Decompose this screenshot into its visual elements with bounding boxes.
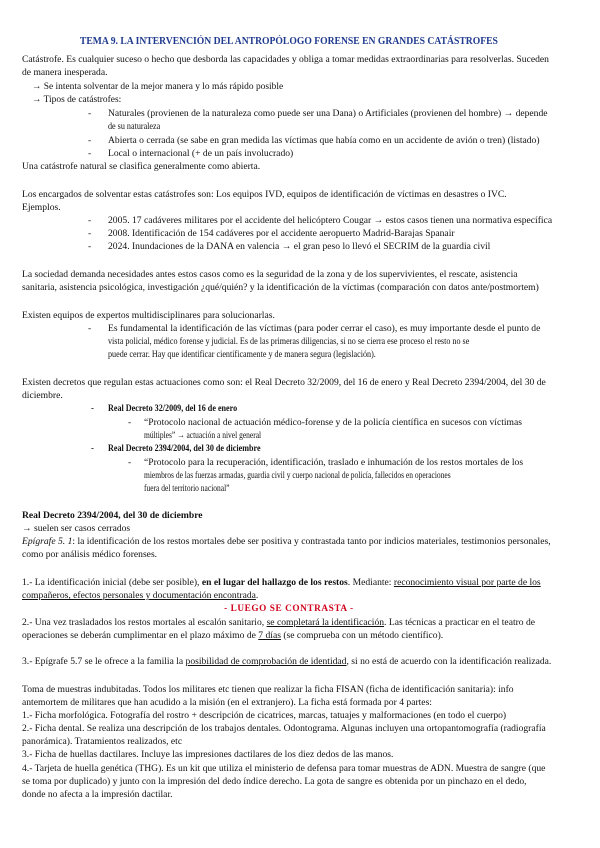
fisan-part-2-cont: panorámica). Tratamientos realizados, etc	[22, 736, 183, 747]
catastrophe-definition-cont: de manera inesperada.	[22, 67, 108, 78]
fisan-part-4-cont: se toma por duplicado) y junto con la impresión del dedo índice derecho. La gota de sangre es obtenida por un pinchazo en el dedo,	[22, 776, 527, 787]
paragraph: Existen decretos que regulan estas actuaciones como son: el Real Decreto 32/2009, del 16 de enero y Real Decreto 2394/2004, del 30 de	[22, 377, 546, 388]
list-item-cont: vista policial, médico forense y judicial. Es de las primeras diligencias, si no se cierra ese proceso el resto no se	[108, 336, 470, 347]
arrow-line: → Se intenta solventar de la mejor manera y lo más rápido posible	[32, 81, 284, 92]
page-title: TEMA 9. LA INTERVENCIÓN DEL ANTROPÓLOGO FORENSE EN GRANDES CATÁSTROFES	[79, 36, 498, 47]
list-item: - 2024. Inundaciones de la DANA en valencia → el gran peso lo llevó el SECRIM de la guardia civil	[88, 241, 491, 252]
step-2-cont: operaciones se deberán cumplimentar en el plazo máximo de 7 días (se comprueba con un método científico).	[22, 630, 444, 641]
paragraph: Existen equipos de expertos multidisciplinares para solucionarlas.	[22, 310, 275, 321]
list-item-cont: puede cerrar. Hay que identificar científicamente y de manera segura (legislación).	[108, 349, 376, 360]
list-item: - Abierta o cerrada (se sabe en gran medida las víctimas que había como en un accidente de avión o tren) (listado)	[88, 135, 540, 146]
paragraph: Los encargados de solventar estas catástrofes son: Los equipos IVD, equipos de identificación de víctimas en desastres o IVC.	[22, 189, 507, 200]
catastrophe-definition: Catástrofe. Es cualquier suceso o hecho que desborda las capacidades y obliga a tomar medidas extraordinarias para resolverlas. Suceden	[22, 54, 549, 65]
list-item-cont: de su naturaleza	[108, 121, 161, 132]
epigrafe-paragraph: Epígrafe 5. 1: la identificación de los restos mortales debe ser positiva y contrastada tanto por indicios materiales, testimonios personales,	[22, 536, 551, 547]
list-item: - 2005. 17 cadáveres militares por el accidente del helicóptero Cougar → estos casos tienen una normativa específica	[88, 215, 553, 226]
contrast-banner: - LUEGO SE CONTRASTA -	[224, 603, 354, 614]
paragraph: Ejemplos.	[22, 202, 61, 213]
decree-protocol-cont: fuera del territorio nacional”	[144, 483, 230, 494]
paragraph: diciembre.	[22, 390, 63, 401]
list-item: - Es fundamental la identificación de las víctimas (para poder cerrar el caso), es muy importante desde el punto de	[88, 323, 541, 334]
fisan-part-4: 4.- Tarjeta de huella genética (THG). Es un kit que utiliza el ministerio de defensa para tomar muestras de ADN. Muestra de sangre (que	[22, 763, 546, 774]
paragraph: Toma de muestras indubitadas. Todos los militares etc tienen que realizar la ficha FISAN (ficha de identificación sanitaria): info	[22, 684, 514, 695]
term-catastrofe: Catástrofe	[22, 54, 62, 65]
fisan-part-2: 2.- Ficha dental. Se realiza una descripción de los trabajos dentales. Odontograma. Algunas incluyen una ortopantomografía (radiografía	[22, 723, 546, 734]
decree-title: - Real Decreto 2394/2004, del 30 de diciembre	[91, 443, 261, 454]
decree-protocol-cont: miembros de las fuerzas armadas, guardia civil y cuerpo nacional de policía, fallecidos en operaciones	[144, 470, 451, 481]
list-item: - Naturales (provienen de la naturaleza como puede ser una Dana) o Artificiales (provienen del hombre) → depende	[88, 108, 548, 119]
list-item: - 2008. Identificación de 154 cadáveres por el accidente aeropuerto Madrid-Barajas Spanair	[88, 228, 455, 239]
decree-protocol-cont: múltiples” → actuación a nivel general	[144, 430, 262, 441]
decree-protocol: - “Protocolo para la recuperación, identificación, traslado e inhumación de los restos mortales de los	[128, 457, 524, 468]
step-2: 2.- Una vez trasladados los restos mortales al escalón sanitario, se completará la identificación. Las técnicas a practicar en el teatro de	[22, 617, 536, 628]
fisan-part-1: 1.- Ficha morfológica. Fotografía del rostro + descripción de cicatrices, marcas, tatuajes y malformaciones (en todo el cuerpo)	[22, 710, 507, 721]
paragraph: La sociedad demanda necesidades antes estos casos como es la seguridad de la zona y de los supervivientes, el rescate, asistencia	[22, 269, 518, 280]
paragraph: sanitaria, asistencia psicológica, investigación ¿qué/quién? y la identificación de la víctimas (comparación con datos ante/postmortem)	[22, 282, 539, 293]
epigrafe-paragraph-cont: como por análisis médico forenses.	[22, 549, 158, 560]
paragraph: antemortem de militares que han acudido a la misión (en el extranjero). La ficha está formada por 4 partes:	[22, 697, 432, 708]
step-3: 3.- Epígrafe 5.7 se le ofrece a la familia la posibilidad de comprobación de identidad, si no está de acuerdo con la identificación realizada.	[22, 656, 552, 667]
arrow-line: → suelen ser casos cerrados	[22, 523, 131, 534]
decree-title: - Real Decreto 32/2009, del 16 de enero	[91, 403, 238, 414]
fisan-part-4-cont: donde no afecta a la impresión dactilar.	[22, 789, 173, 800]
fisan-part-3: 3.- Ficha de huellas dactilares. Incluye las impresiones dactilares de los diez dedos de las manos.	[22, 749, 394, 760]
section-heading: Real Decreto 2394/2004, del 30 de diciembre	[22, 510, 203, 521]
step-1: 1.- La identificación inicial (debe ser posible), en el lugar del hallazgo de los restos. Mediante: reconocimiento visual por parte de los	[22, 577, 541, 588]
arrow-line: → Tipos de catástrofes:	[32, 94, 122, 105]
step-1-cont: compañeros, efectos personales y documentación encontrada.	[22, 590, 259, 601]
paragraph: Una catástrofe natural se clasifica generalmente como abierta.	[22, 161, 261, 172]
list-item: - Local o internacional (+ de un país involucrado)	[88, 148, 294, 159]
decree-protocol: - “Protocolo nacional de actuación médico-forense y de la policía científica en sucesos con víctimas	[128, 417, 523, 428]
